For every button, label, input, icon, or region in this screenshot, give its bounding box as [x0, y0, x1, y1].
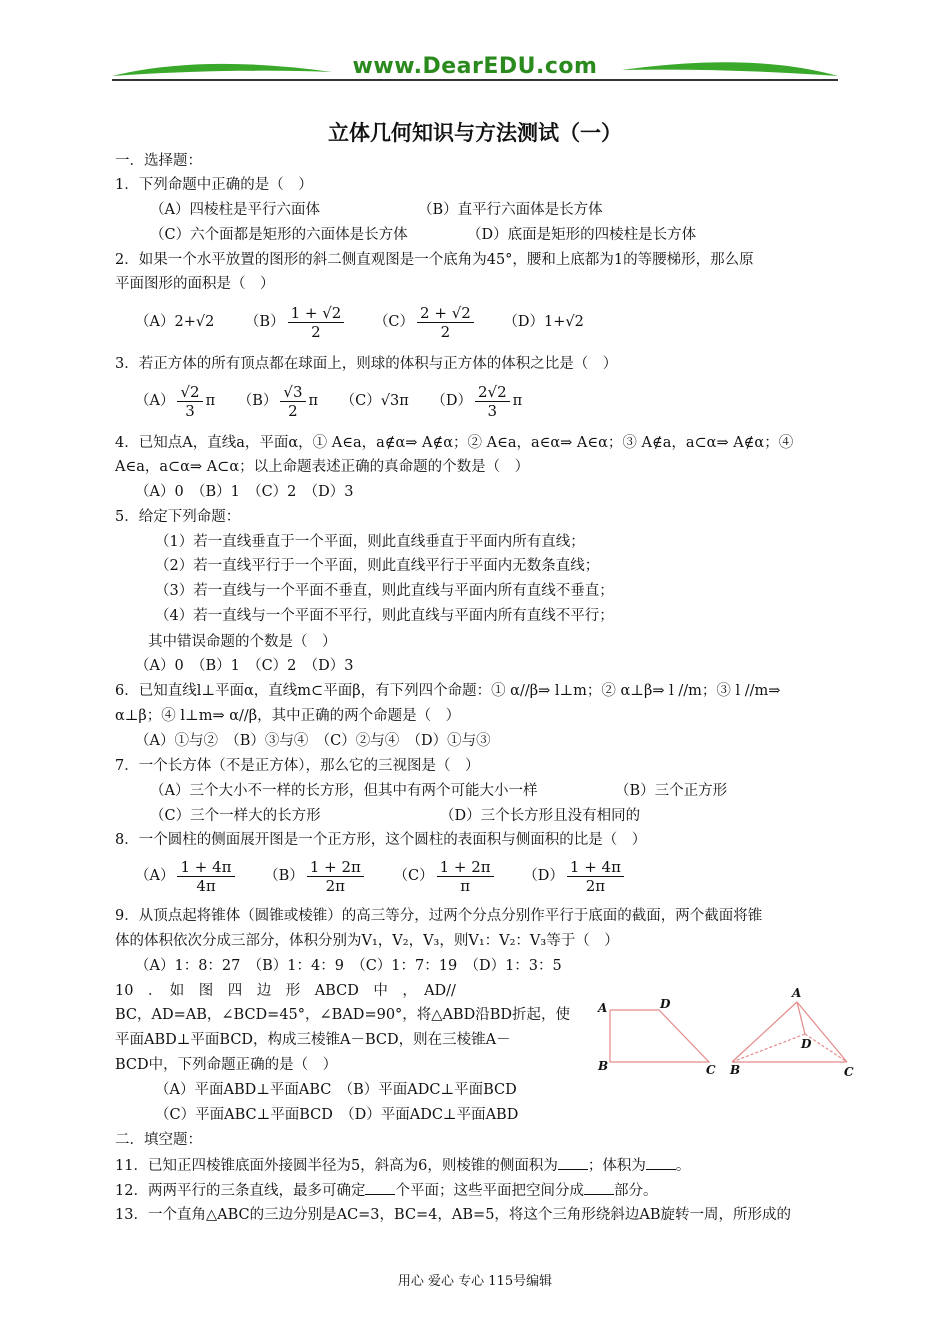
denominator: 2 — [440, 322, 451, 341]
numerator: 1 + 2π — [437, 858, 494, 877]
q10-line1: 10 ． 如 图 四 边 形 ABCD 中 ， AD// — [115, 983, 456, 999]
denominator: 3 — [185, 401, 195, 420]
numerator: 1 + √2 — [288, 304, 345, 323]
q8-options — [135, 852, 627, 900]
denominator: π — [460, 876, 471, 895]
label-b: B — [598, 1059, 609, 1073]
label-c: C — [706, 1063, 716, 1077]
q10-line2: BC，AD=AB，∠BCD=45°，∠BAD=90°，将△ABD沿BD折起，使 — [115, 1007, 570, 1023]
q9-line2: 体的体积依次分成三部分，体积分别为V₁，V₂，V₃，则V₁：V₂：V₃等于（ ） — [115, 933, 619, 949]
answer-blank[interactable] — [365, 1180, 395, 1195]
q8-option-b-label: （B） — [264, 868, 304, 884]
label-a: A — [598, 1001, 608, 1015]
numerator: 1 + 2π — [307, 858, 364, 877]
q5-statement-3: （3）若一直线与一个平面不垂直，则此直线与平面内所有直线不垂直； — [155, 583, 614, 599]
numerator: 1 + 4π — [567, 858, 624, 877]
q4-line2: A∈a，a⊂α⇒ A⊂α；以上命题表述正确的真命题的个数是（ ） — [115, 459, 530, 475]
pi-symbol: π — [308, 393, 319, 409]
denominator: 2π — [325, 876, 346, 895]
q8-option-c-label: （C） — [393, 868, 434, 884]
answer-blank[interactable] — [558, 1155, 588, 1170]
pi-symbol: π — [512, 393, 523, 409]
page-footer: 用心 爱心 专心 115号编辑 — [397, 1274, 553, 1289]
q6-options: （A）①与② （B）③与④ （C）②与④ （D）①与③ — [135, 733, 491, 749]
section-heading: 二．填空题： — [115, 1132, 202, 1148]
pi-symbol: π — [205, 393, 216, 409]
q9-line1: 9．从顶点起将锥体（圆锥或棱锥）的高三等分，过两个分点分别作平行于底面的截面，两个截面将锥 — [115, 908, 763, 924]
q2-line1: 2．如果一个水平放置的图形的斜二侧直观图是一个底角为45°，腰和上底都为1的等腰梯形，那么原 — [115, 252, 754, 268]
q11-text-c: 。 — [675, 1158, 691, 1174]
q1-option-d: （D）底面是矩形的四棱柱是长方体 — [467, 227, 697, 243]
q3-option-d-fraction — [475, 383, 510, 420]
q8-option-b-fraction — [307, 858, 364, 895]
q5-statement-2: （2）若一直线平行于一个平面，则此直线平行于平面内无数条直线； — [155, 558, 600, 574]
denominator: 3 — [487, 401, 498, 420]
q1-option-a: （A）四棱柱是平行六面体 — [150, 202, 320, 218]
numerator: 2√2 — [475, 383, 510, 402]
answer-blank[interactable] — [584, 1180, 614, 1195]
q7-stem: 7．一个长方体（不是正方体），那么它的三视图是（ ） — [115, 758, 480, 774]
label-d: D — [801, 1037, 812, 1051]
q10-line4: BCD中，下列命题正确的是（ ） — [115, 1057, 338, 1073]
q7-option-c: （C）三个一样大的长方形 — [150, 808, 321, 824]
q12-text-a: 12．两两平行的三条直线，最多可确定 — [115, 1183, 366, 1199]
q2-option-c-fraction — [417, 304, 474, 341]
q2-option-d: （D）1+√2 — [503, 314, 584, 330]
denominator: 2 — [288, 401, 298, 420]
q2-line2: 平面图形的面积是（ ） — [115, 276, 275, 292]
numerator: √2 — [177, 383, 202, 402]
pyramid-a-bcd — [732, 1002, 847, 1062]
header-rule — [112, 79, 838, 81]
q1-option-b: （B）直平行六面体是长方体 — [418, 202, 603, 218]
q11 — [115, 1155, 690, 1176]
q8-option-d-label: （D） — [523, 868, 564, 884]
label-d: D — [660, 997, 671, 1011]
q3-option-a-fraction — [177, 383, 202, 420]
label-b: B — [730, 1063, 741, 1077]
q13-line1: 13．一个直角△ABC的三边分别是AC=3，BC=4，AB=5，将这个三角形绕斜边AB旋转一周，所形成的 — [115, 1207, 792, 1223]
q8-option-a-fraction — [177, 858, 234, 895]
denominator: 2π — [585, 876, 606, 895]
q5-stem: 5．给定下列命题： — [115, 509, 241, 525]
site-name[interactable]: www.DearEDU.com — [352, 54, 598, 79]
q10-line3: 平面ABD⊥平面BCD，构成三棱锥A－BCD，则在三棱锥A－ — [115, 1032, 511, 1048]
q2-option-b-fraction — [288, 304, 345, 341]
q5-question: 其中错误命题的个数是（ ） — [148, 634, 337, 650]
q8-option-d-fraction — [567, 858, 624, 895]
site-header — [112, 46, 838, 86]
q4-line1: 4．已知点A，直线a，平面α，① A∈a，a∉α⇒ A∉α；② A∈a，a∈α⇒ A∈α；③ A∉a，a⊂α⇒ A∉α；④ — [115, 435, 794, 451]
q11-text-b: ；体积为 — [587, 1158, 646, 1174]
denominator: 2 — [311, 322, 321, 341]
q12-text-c: 部分。 — [613, 1183, 658, 1199]
answer-blank[interactable] — [646, 1155, 676, 1170]
q3-option-c: （C）√3π — [340, 393, 409, 409]
q10-options-ab: （A）平面ABD⊥平面ABC （B）平面ADC⊥平面BCD — [155, 1082, 517, 1098]
q7-option-a: （A）三个大小不一样的长方形，但其中有两个可能大小一样 — [150, 783, 538, 799]
numerator: √3 — [280, 383, 305, 402]
q12-text-b: 个平面；这些平面把空间分成 — [395, 1183, 584, 1199]
numerator: 2 + √2 — [417, 304, 474, 323]
page-title: 立体几何知识与方法测试（一） — [328, 120, 622, 145]
q2-option-a: （A）2+√2 — [135, 314, 215, 330]
q8-option-a-label: （A） — [135, 868, 175, 884]
denominator: 4π — [196, 876, 216, 895]
section-heading: 一．选择题： — [115, 153, 202, 169]
q7-option-b: （B）三个正方形 — [615, 783, 728, 799]
q11-text-a: 11．已知正四棱锥底面外接圆半径为5，斜高为6，则棱锥的侧面积为 — [115, 1158, 558, 1174]
q3-option-b-fraction — [280, 383, 305, 420]
q3-stem: 3．若正方体的所有顶点都在球面上，则球的体积与正方体的体积之比是（ ） — [115, 356, 618, 372]
q12 — [115, 1180, 657, 1201]
q8-stem: 8．一个圆柱的侧面展开图是一个正方形，这个圆柱的表面积与侧面积的比是（ ） — [115, 832, 647, 848]
q4-options: （A）0 （B）1 （C）2 （D）3 — [135, 484, 354, 500]
q3-options — [135, 377, 522, 425]
q7-option-d: （D）三个长方形且没有相同的 — [440, 808, 641, 824]
q2-options — [135, 298, 584, 346]
q10-options-cd: （C）平面ABC⊥平面BCD （D）平面ADC⊥平面ABD — [155, 1107, 519, 1123]
q5-options: （A）0 （B）1 （C）2 （D）3 — [135, 658, 354, 674]
q6-line2: α⊥β；④ l⊥m⇒ α//β，其中正确的两个命题是（ ） — [115, 708, 461, 724]
q9-options: （A）1：8：27 （B）1：4：9 （C）1：7：19 （D）1：3：5 — [135, 958, 562, 974]
q2-option-c-label: （C） — [373, 314, 415, 330]
q5-statement-4: （4）若一直线与一个平面不平行，则此直线与平面内所有直线不平行； — [155, 608, 614, 624]
q6-line1: 6．已知直线l⊥平面α，直线m⊂平面β，有下列四个命题：① α//β⇒ l⊥m；② α⊥β⇒ l //m；③ l //m⇒ — [115, 683, 781, 699]
q3-option-b-label: （B） — [237, 393, 278, 409]
q5-statement-1: （1）若一直线垂直于一个平面，则此直线垂直于平面内所有直线； — [155, 534, 585, 550]
label-a: A — [792, 986, 802, 1000]
numerator: 1 + 4π — [177, 858, 234, 877]
q10-figure — [592, 982, 862, 1082]
q1-option-c: （C）六个面都是矩形的六面体是长方体 — [150, 227, 408, 243]
q8-option-c-fraction — [437, 858, 494, 895]
label-c: C — [844, 1065, 854, 1079]
q3-option-a-label: （A） — [135, 393, 175, 409]
q1-stem: 1．下列命题中正确的是（ ） — [115, 177, 313, 193]
quadrilateral-abcd — [610, 1010, 709, 1062]
q2-option-b-label: （B） — [244, 314, 285, 330]
q3-option-d-label: （D） — [431, 393, 472, 409]
